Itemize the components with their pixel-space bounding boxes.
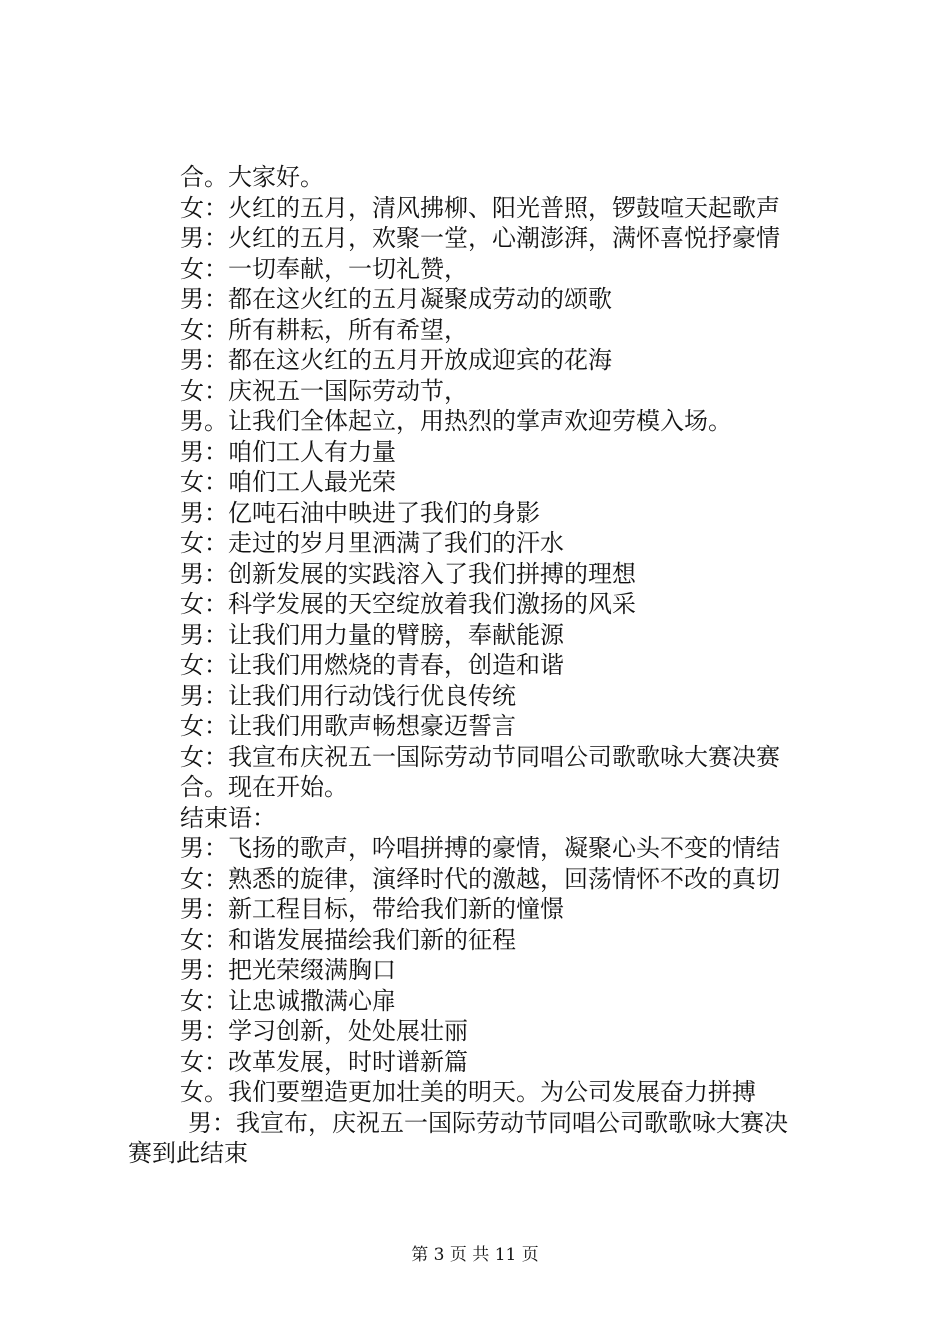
text-line: 结束语：	[180, 803, 276, 832]
text-line: 女：咱们工人最光荣	[180, 468, 396, 496]
text-line: 女：和谐发展描绘我们新的征程	[180, 925, 516, 954]
text-line: 女：让我们用燃烧的青春，创造和谐	[180, 651, 564, 679]
text-line: 男：新工程目标，带给我们新的憧憬	[180, 895, 564, 923]
text-line: 男：飞扬的歌声，吟唱拼搏的豪情，凝聚心头不变的情结	[180, 834, 780, 862]
text-line: 男：都在这火红的五月开放成迎宾的花海	[180, 346, 612, 374]
text-line: 男。让我们全体起立，用热烈的掌声欢迎劳模入场。	[180, 407, 732, 435]
text-line: 女：所有耕耘，所有希望，	[180, 315, 468, 344]
text-line: 女：熟悉的旋律，演绎时代的激越，回荡情怀不改的真切	[180, 864, 780, 893]
text-line: 女：让忠诚撒满心扉	[180, 986, 396, 1015]
text-line: 女：走过的岁月里洒满了我们的汗水	[180, 529, 564, 557]
text-line: 男：把光荣缀满胸口	[180, 956, 396, 984]
text-line: 女：火红的五月，清风拂柳、阳光普照，锣鼓喧天起歌声	[180, 193, 780, 222]
text-line: 男：咱们工人有力量	[180, 437, 396, 466]
text-line: 合。大家好。	[180, 163, 324, 191]
text-line: 女：一切奉献，一切礼赞，	[180, 254, 468, 283]
text-line: 男：让我们用力量的臂膀，奉献能源	[180, 620, 564, 649]
text-line: 男：火红的五月，欢聚一堂，心潮澎湃，满怀喜悦抒豪情	[180, 224, 780, 252]
text-line: 男：学习创新，处处展壮丽	[180, 1017, 468, 1045]
text-line: 女。我们要塑造更加壮美的明天。为公司发展奋力拼搏	[180, 1078, 756, 1106]
text-line: 合。现在开始。	[180, 773, 348, 801]
text-line: 女：庆祝五一国际劳动节，	[180, 376, 468, 405]
text-line: 男：都在这火红的五月凝聚成劳动的颂歌	[180, 285, 612, 313]
page-footer: 第 3 页 共 11 页	[411, 1245, 539, 1265]
text-line: 男：创新发展的实践溶入了我们拼搏的理想	[180, 559, 636, 588]
text-line: 女：改革发展，时时谱新篇	[180, 1047, 468, 1076]
text-line: 女：让我们用歌声畅想豪迈誓言	[180, 712, 516, 740]
text-line: 赛到此结束	[128, 1139, 248, 1167]
text-line: 女：我宣布庆祝五一国际劳动节同唱公司歌歌咏大赛决赛	[180, 742, 780, 771]
text-line: 女：科学发展的天空绽放着我们激扬的风采	[180, 590, 636, 618]
text-line: 男：我宣布，庆祝五一国际劳动节同唱公司歌歌咏大赛决	[188, 1108, 788, 1137]
text-line: 男：让我们用行动饯行优良传统	[180, 681, 516, 710]
text-line: 男：亿吨石油中映进了我们的身影	[180, 498, 540, 527]
